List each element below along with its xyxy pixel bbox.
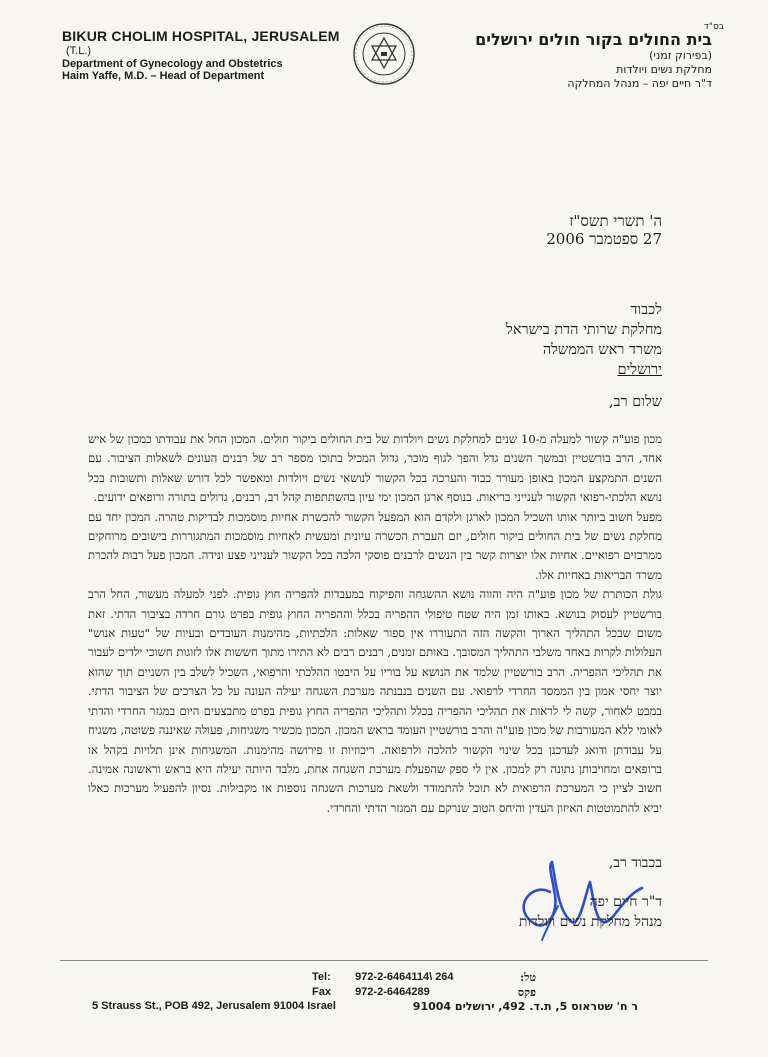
bsd-mark: בס"ד: [703, 22, 724, 32]
fax-value: 972-2-6464289: [355, 986, 430, 998]
fax-label: Fax: [312, 986, 331, 998]
address-he: ר ח' שטראוס 5, ת.ד. 492, ירושלים 91004: [412, 1000, 638, 1013]
tel-value: 972-2-6464114\ 264: [355, 971, 454, 983]
letter-body: [88, 430, 662, 818]
closing-salutation: בכבוד רב,: [608, 855, 662, 871]
signer-block: [519, 892, 662, 932]
hospital-name-en: BIKUR CHOLIM HOSPITAL, JERUSALEM: [62, 28, 340, 44]
body-paragraph-3: גולת הכותרת של מכון פוע"ה היה והווה נושא ההשגחה והפיקוח במעבדות להפריה חוץ גופית. לפני למעלה מעשור, החל הרב בורשטיין לעסוק בנושא. באותו זמן היה שטח טיפולי ההפריה בכלל וההפריה החוץ גופית בפרט גורם חרדה בציבור הדתי. זאת משום שבכל התהליך הארוך והקשה הזה התעוררו אין ספור שאלות: הלכתיות, מהימנות העובדים ובעיות של "טעות אנוש" העלולות לקרות באחד משלבי התהליך המסובך. באותם זמנים, רבנים רבים לא התירו מתוך חששות אלו לזוגות חשוכי ילדים לעבור את תהליכי ההפריה. הרב בורשטיין שלמד את הנושא על בוריו על היבטו ההלכתי והרפואי, השכיל לשלב בין השניים תוך שהוא יוצר יחסי אמון בין הממסד החרדי לרפואי. עם השנים בנבנתה מערכת השגחה יעילה העונה על כל הצרכים של הציבור הדתי. במבט לאחור, קשה לי לראות את תהליכי ההפריה בכלל ותהליכי ההפריה החוץ גופית בפרט מתבצעים היום במגזר החרדי והדתי לאומי ללא המעורבות של מכון פוע"ה והרב בורשטיין העומד בראש המכון. המכון מכשיר משגיחות, פעולה שאיננה פשוטה, משגיח על עבודתן ודואג לעדכנן בכל שינוי הקשור להלכה ולרפואה. ריכוזיות זו פירושה מהימנות. המשגיחות אינן תלויות בקהל או ברופאים ומחויבותן נתונה רק למכון. אין לי ספק שהפעלת מערכת השגחה אחת, מלבד היותה יעילה היא בראש וראשונה אמינה. חשוב לציין כי המערכת הרפואית לא תוכל להתמודד ולשאת מערכות השגחה נוספות או מקבילות. נסיון להפעיל מערכות כאלו יביא להתמוטטות האיזון העדין והיחס הטוב שנרקם עם המגזר הדתי והחרדי.: [88, 587, 662, 815]
hospital-name-he: בית החולים בקור חולים ירושלים: [475, 30, 712, 49]
recipient-line-2: מחלקת שרותי הדת בישראל: [506, 322, 662, 338]
tel-label: Tel:: [312, 971, 331, 983]
body-paragraph-1: מכון פוע"ה קשור למעלה מ-10 שנים למחלקת נשים ויולדות של בית החולים ביקור חולים. המכון החל את עבודתו כמכון של איש אחד, הרב בורשטיין ובמשך השנים גדל והפך לגוף מוכר, גדול המכיל בתוכו מספר רב של רבנים העונים לשאלות הציבור. עם השנים התמקצע המכון באופן מעורר כבוד והערכה בכל הקשור לנושאי נשים ויולדות ומאפשר לכל דורש שאלות ותשובות בכל נושא הלכתי-רפואי הקשור לענייני בריאות. בנוסף ארגן המכון ימי עיון בהשתתפות קהל רב, רבנים, גדולים בתורה ורופאים ידועים.: [88, 432, 662, 505]
recipient-line-4: ירושלים: [617, 362, 662, 378]
department-head-he: ד"ר חיים יפה – מנהל המחלקה: [567, 77, 712, 90]
gregorian-date: 27 ספטמבר 2006: [546, 230, 662, 248]
tel-label-he: טל:: [520, 971, 536, 984]
contact-info-he: [476, 970, 536, 1000]
footer-divider: [60, 960, 708, 961]
tl-note-he: (בפירוק זמני): [649, 49, 712, 62]
letterhead-hebrew: [452, 22, 724, 91]
recipient-line-1: לכבוד: [630, 302, 662, 318]
department-name-he: מחלקת נשים ויולדות: [616, 63, 712, 76]
address-en: 5 Strauss St., POB 492, Jerusalem 91004 Israel: [92, 1000, 336, 1012]
letter-date: [546, 212, 662, 248]
contact-info-en: [312, 970, 454, 1000]
signer-title: מנהל מחלקת נשים ויולדות: [518, 914, 662, 930]
hebrew-date: ה' תשרי תשס"ז: [569, 212, 662, 230]
recipient-line-3: משרד ראש הממשלה: [542, 342, 662, 358]
department-head-en: Haim Yaffe, M.D. – Head of Department: [62, 70, 265, 82]
tl-note-en: (T.L.): [66, 45, 92, 57]
hospital-seal-icon: [352, 22, 416, 86]
letterhead-english: [62, 28, 352, 83]
greeting: שלום רב,: [608, 394, 662, 410]
department-name-en: Department of Gynecology and Obstetrics: [62, 57, 283, 70]
body-paragraph-2: מפעל חשוב ביותר אותו השכיל המכון לארגן ולקדם הוא המפעל הקשור להכשרת אחיות מוסמכות לבדיקות טהרה. המכון יחד עם מחלקת נשים של בית החולים ביקור חולים, יזם העברת הכשרה עיונית ומעשית לאחיות מוסמכות המתגוררות בישובים מרוחקים ממרכזים רפואיים. אחיות אלו יוצרות קשר בין הנשים לרבנים פוסקי הלכה בכל הקשור לענייני פצע ונידה. המכון פעל רבות להכרת משרד הבריאות באחיות אלו.: [88, 509, 662, 582]
recipient-block: [506, 300, 662, 380]
fax-label-he: פקס: [517, 986, 536, 999]
signer-name: ד"ר חיים יפה: [589, 894, 662, 910]
